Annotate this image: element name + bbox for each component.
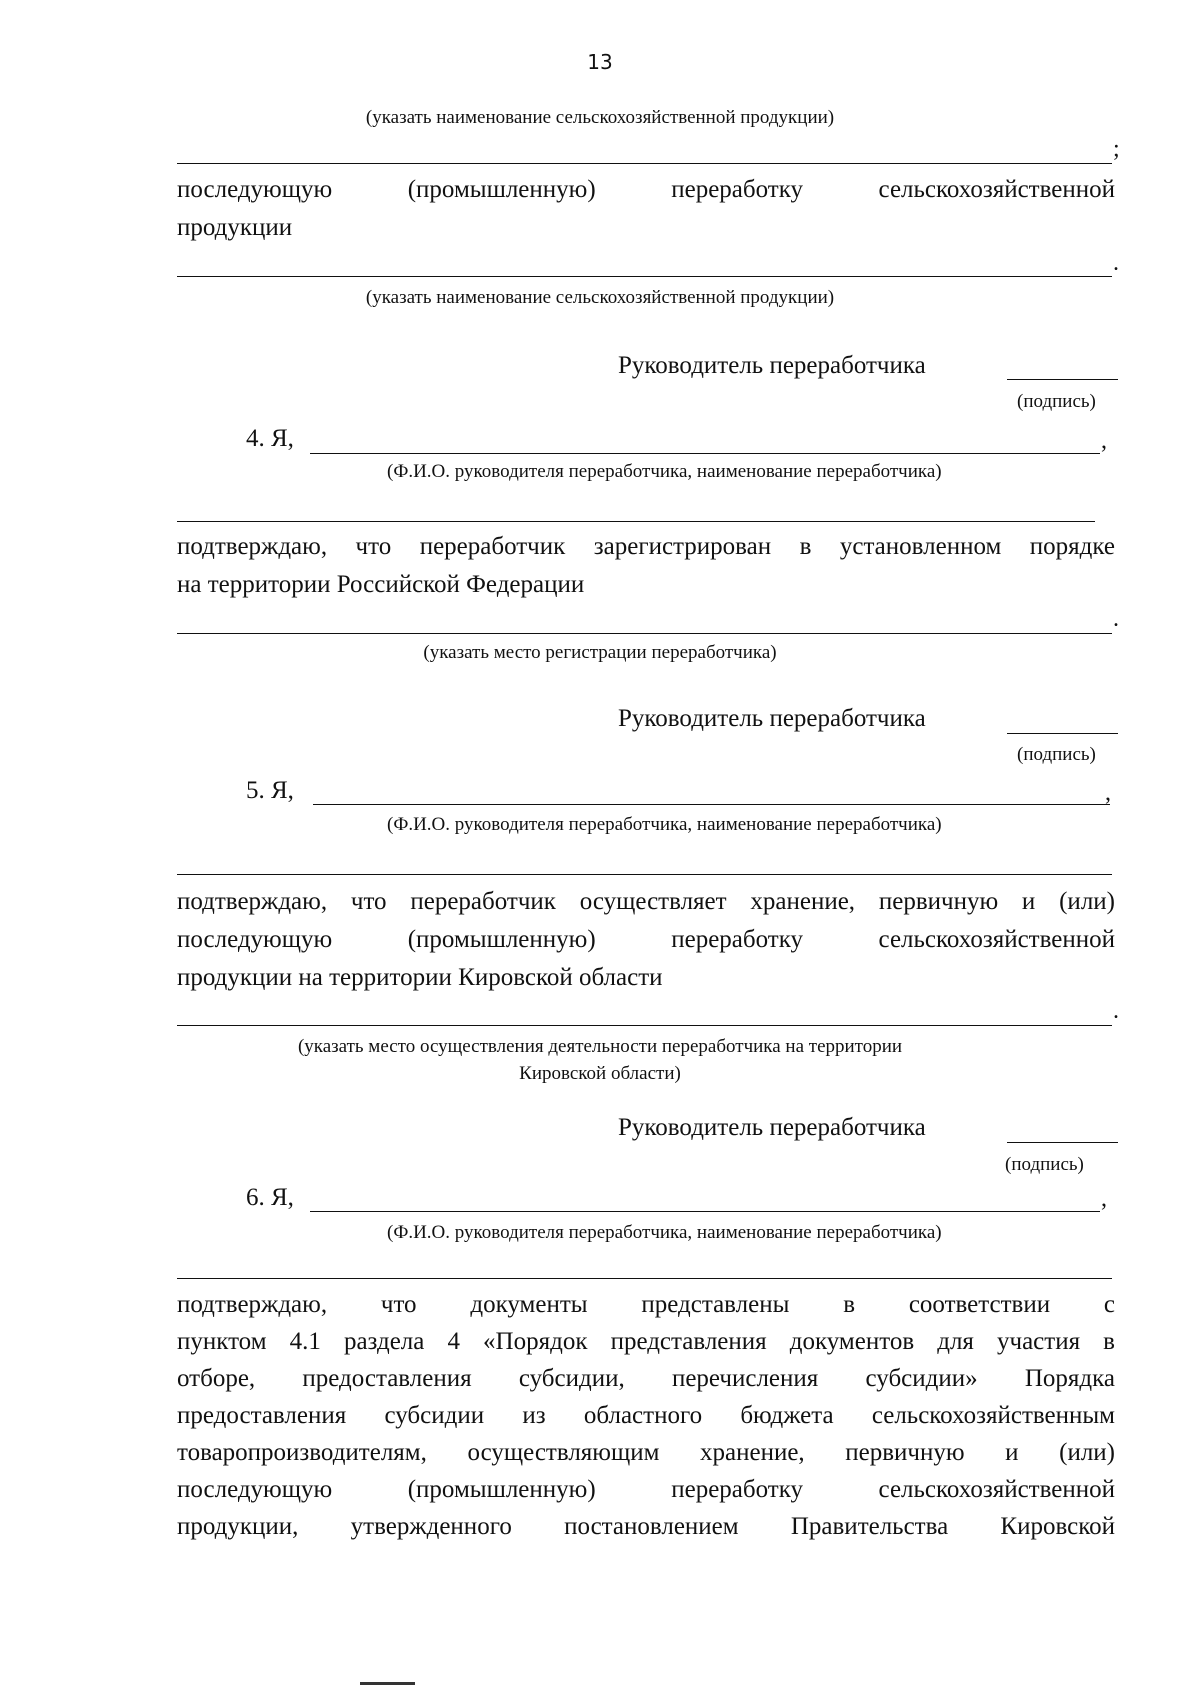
item-4-text-line1: подтверждаю, что переработчик зарегистрирован в установленном порядке	[177, 533, 1115, 560]
item-6-text-line: отборе, предоставления субсидии, перечисления субсидии» Порядка	[177, 1365, 1115, 1392]
fill-line	[177, 1278, 1112, 1279]
fio-field-line	[310, 453, 1100, 454]
caption-fio: (Ф.И.О. руководителя переработчика, наименование переработчика)	[387, 461, 942, 482]
item-4-label: 4. Я,	[246, 425, 294, 452]
period: .	[1113, 998, 1119, 1024]
fill-line	[177, 1025, 1112, 1026]
caption-fio: (Ф.И.О. руководителя переработчика, наименование переработчика)	[387, 814, 942, 835]
paragraph-processing-line1: последующую (промышленную) переработку сельскохозяйственной	[177, 176, 1115, 203]
item-6-text-line: последующую (промышленную) переработку сельскохозяйственной	[177, 1476, 1115, 1503]
signature-caption: (подпись)	[1017, 744, 1096, 765]
fill-line	[177, 874, 1112, 875]
item-6-text-line: продукции, утвержденного постановлением Правительства Кировской	[177, 1513, 1115, 1540]
fio-field-line	[310, 1211, 1100, 1212]
item-5-text-line2: последующую (промышленную) переработку сельскохозяйственной	[177, 926, 1115, 953]
caption-fio: (Ф.И.О. руководителя переработчика, наименование переработчика)	[387, 1222, 942, 1243]
signature-caption: (подпись)	[1005, 1154, 1084, 1175]
comma: ,	[1105, 780, 1111, 806]
paragraph-processing-line2: продукции	[177, 214, 293, 241]
item-5-text-line1: подтверждаю, что переработчик осуществляет хранение, первичную и (или)	[177, 888, 1115, 915]
caption-product-name-2: (указать наименование сельскохозяйственной продукции)	[365, 287, 835, 308]
page-number: 13	[587, 50, 613, 74]
scan-artifact	[360, 1682, 415, 1685]
caption-activity-place-line2: Кировской области)	[519, 1063, 681, 1084]
item-5-label: 5. Я,	[246, 777, 294, 804]
signature-line	[1007, 733, 1118, 734]
signature-label: Руководитель переработчика	[618, 705, 926, 732]
fio-field-line	[313, 804, 1110, 805]
caption-activity-place-line1: (указать место осуществления деятельности переработчика на территории	[297, 1036, 903, 1057]
fill-line	[177, 633, 1112, 634]
fill-line	[177, 276, 1112, 277]
signature-label: Руководитель переработчика	[618, 1114, 926, 1141]
comma: ,	[1101, 428, 1107, 454]
item-6-text-line: пунктом 4.1 раздела 4 «Порядок представления документов для участия в	[177, 1328, 1115, 1355]
comma: ,	[1101, 1186, 1107, 1212]
item-6-text-line: подтверждаю, что документы представлены в соответствии с	[177, 1291, 1115, 1318]
signature-label: Руководитель переработчика	[618, 352, 926, 379]
caption-registration-place: (указать место регистрации переработчика)	[423, 642, 777, 663]
item-6-text-line: товаропроизводителям, осуществляющим хранение, первичную и (или)	[177, 1439, 1115, 1466]
signature-line	[1007, 1142, 1118, 1143]
item-6-label: 6. Я,	[246, 1184, 294, 1211]
item-4-text-line2: на территории Российской Федерации	[177, 571, 585, 598]
item-6-text-line: предоставления субсидии из областного бюджета сельскохозяйственным	[177, 1402, 1115, 1429]
fill-line	[177, 521, 1095, 522]
item-5-text-line3: продукции на территории Кировской области	[177, 964, 663, 991]
signature-line	[1007, 379, 1118, 380]
period: .	[1113, 250, 1119, 276]
caption-product-name: (указать наименование сельскохозяйственной продукции)	[365, 107, 835, 128]
period: .	[1113, 606, 1119, 632]
semicolon: ;	[1113, 136, 1120, 162]
signature-caption: (подпись)	[1017, 391, 1096, 412]
fill-line	[177, 163, 1112, 164]
